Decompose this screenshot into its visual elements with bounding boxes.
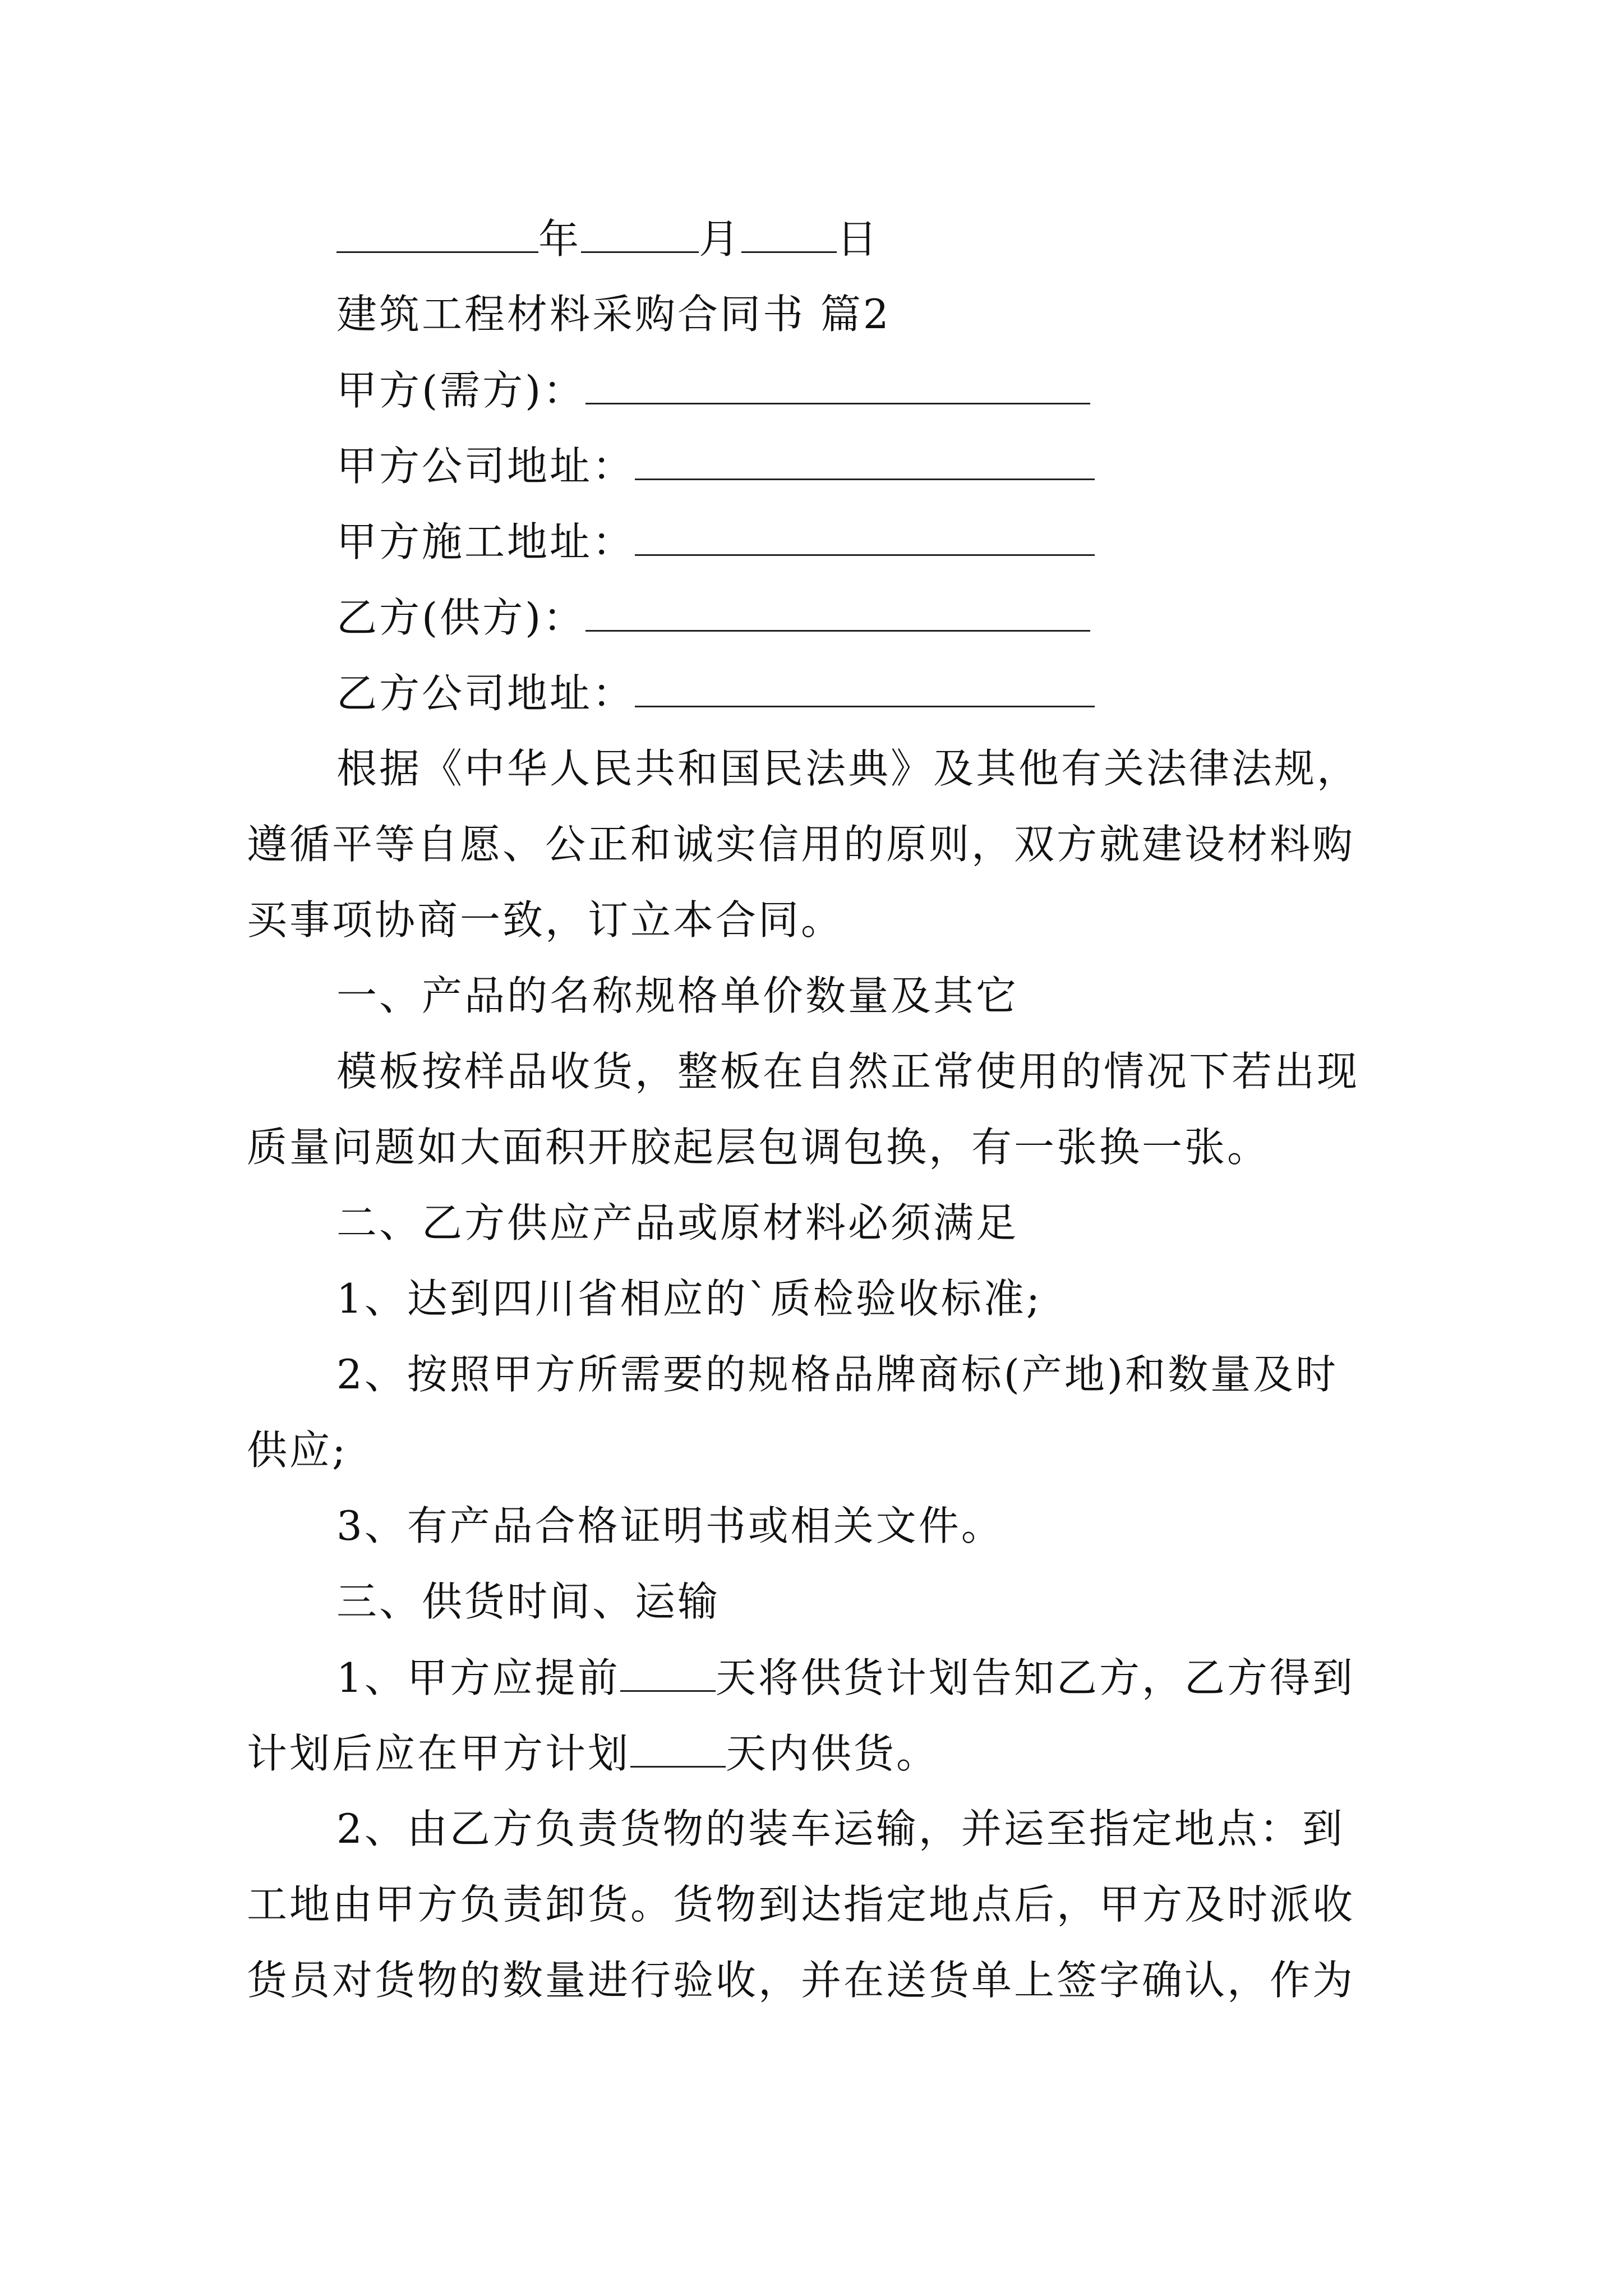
section-3-item-1-line-2 [247,1728,939,1779]
party-b-address-label: 乙方公司地址： [336,670,635,717]
section-3-item-2-line-1: 2、由乙方负责货物的装车运输，并运至指定地点：到 [336,1805,1345,1852]
section-2-item-1: 1、达到四川省相应的`质检验收标准; [336,1275,1043,1322]
party-a-address-blank [635,440,1095,480]
section-2-item-2-line-2: 供应; [247,1427,348,1474]
party-b-address-blank [635,668,1095,707]
contract-title: 建筑工程材料采购合同书 篇2 [336,291,891,338]
section-3-item-2-line-2: 工地由甲方负责卸货。货物到达指定地点后，甲方及时派收 [247,1881,1355,1928]
section-1-line-2: 质量问题如大面积开胶起层包调包换，有一张换一张。 [247,1124,1270,1171]
party-a-site-blank [635,516,1095,556]
party-b-name-label: 乙方(供方)： [336,594,586,641]
section-3-item-1-part-c: 计划后应在甲方计划 [247,1730,631,1777]
party-b-name-blank [585,592,1090,632]
intro-line-3: 买事项协商一致，订立本合同。 [247,896,844,944]
day-blank [741,213,837,253]
section-2-item-2-line-1: 2、按照甲方所需要的规格品牌商标(产地)和数量及时 [336,1351,1338,1398]
advance-days-blank [620,1652,716,1692]
party-a-address-label: 甲方公司地址： [336,443,635,490]
section-3-item-2-line-3: 货员对货物的数量进行验收，并在送货单上签字确认，作为 [247,1957,1355,2004]
party-a-name-blank [585,365,1090,404]
party-a-site-label: 甲方施工地址： [336,518,635,565]
intro-line-2: 遵循平等自愿、公正和诚实信用的原则，双方就建设材料购 [247,821,1355,868]
section-3-item-1-part-a: 1、甲方应提前 [336,1654,620,1701]
section-1-line-1: 模板按样品收货，整板在自然正常使用的情况下若出现 [336,1048,1360,1095]
month-label: 月 [699,215,742,263]
section-2-heading: 二、乙方供应产品或原材料必须满足 [336,1199,1019,1246]
party-a-name-row [336,365,1090,416]
party-a-name-label: 甲方(需方)： [336,367,586,414]
section-2-item-3: 3、有产品合格证明书或相关文件。 [336,1502,1004,1549]
year-blank [336,213,538,253]
section-3-item-1-part-b: 天将供货计划告知乙方，乙方得到 [715,1654,1355,1701]
party-a-site-row [336,516,1095,567]
party-b-name-row [336,592,1090,643]
intro-line-1: 根据《中华人民共和国民法典》及其他有关法律法规， [336,745,1360,792]
month-blank [581,213,699,253]
year-label: 年 [538,215,582,263]
date-line [336,213,879,264]
day-label: 日 [837,215,880,263]
section-3-item-1-line-1 [336,1652,1355,1703]
party-b-address-row [336,668,1095,719]
supply-days-blank [630,1728,726,1768]
section-3-heading: 三、供货时间、运输 [336,1578,721,1625]
section-1-heading: 一、产品的名称规格单价数量及其它 [336,972,1019,1019]
section-3-item-1-part-d: 天内供货。 [726,1730,939,1777]
party-a-address-row [336,440,1095,491]
